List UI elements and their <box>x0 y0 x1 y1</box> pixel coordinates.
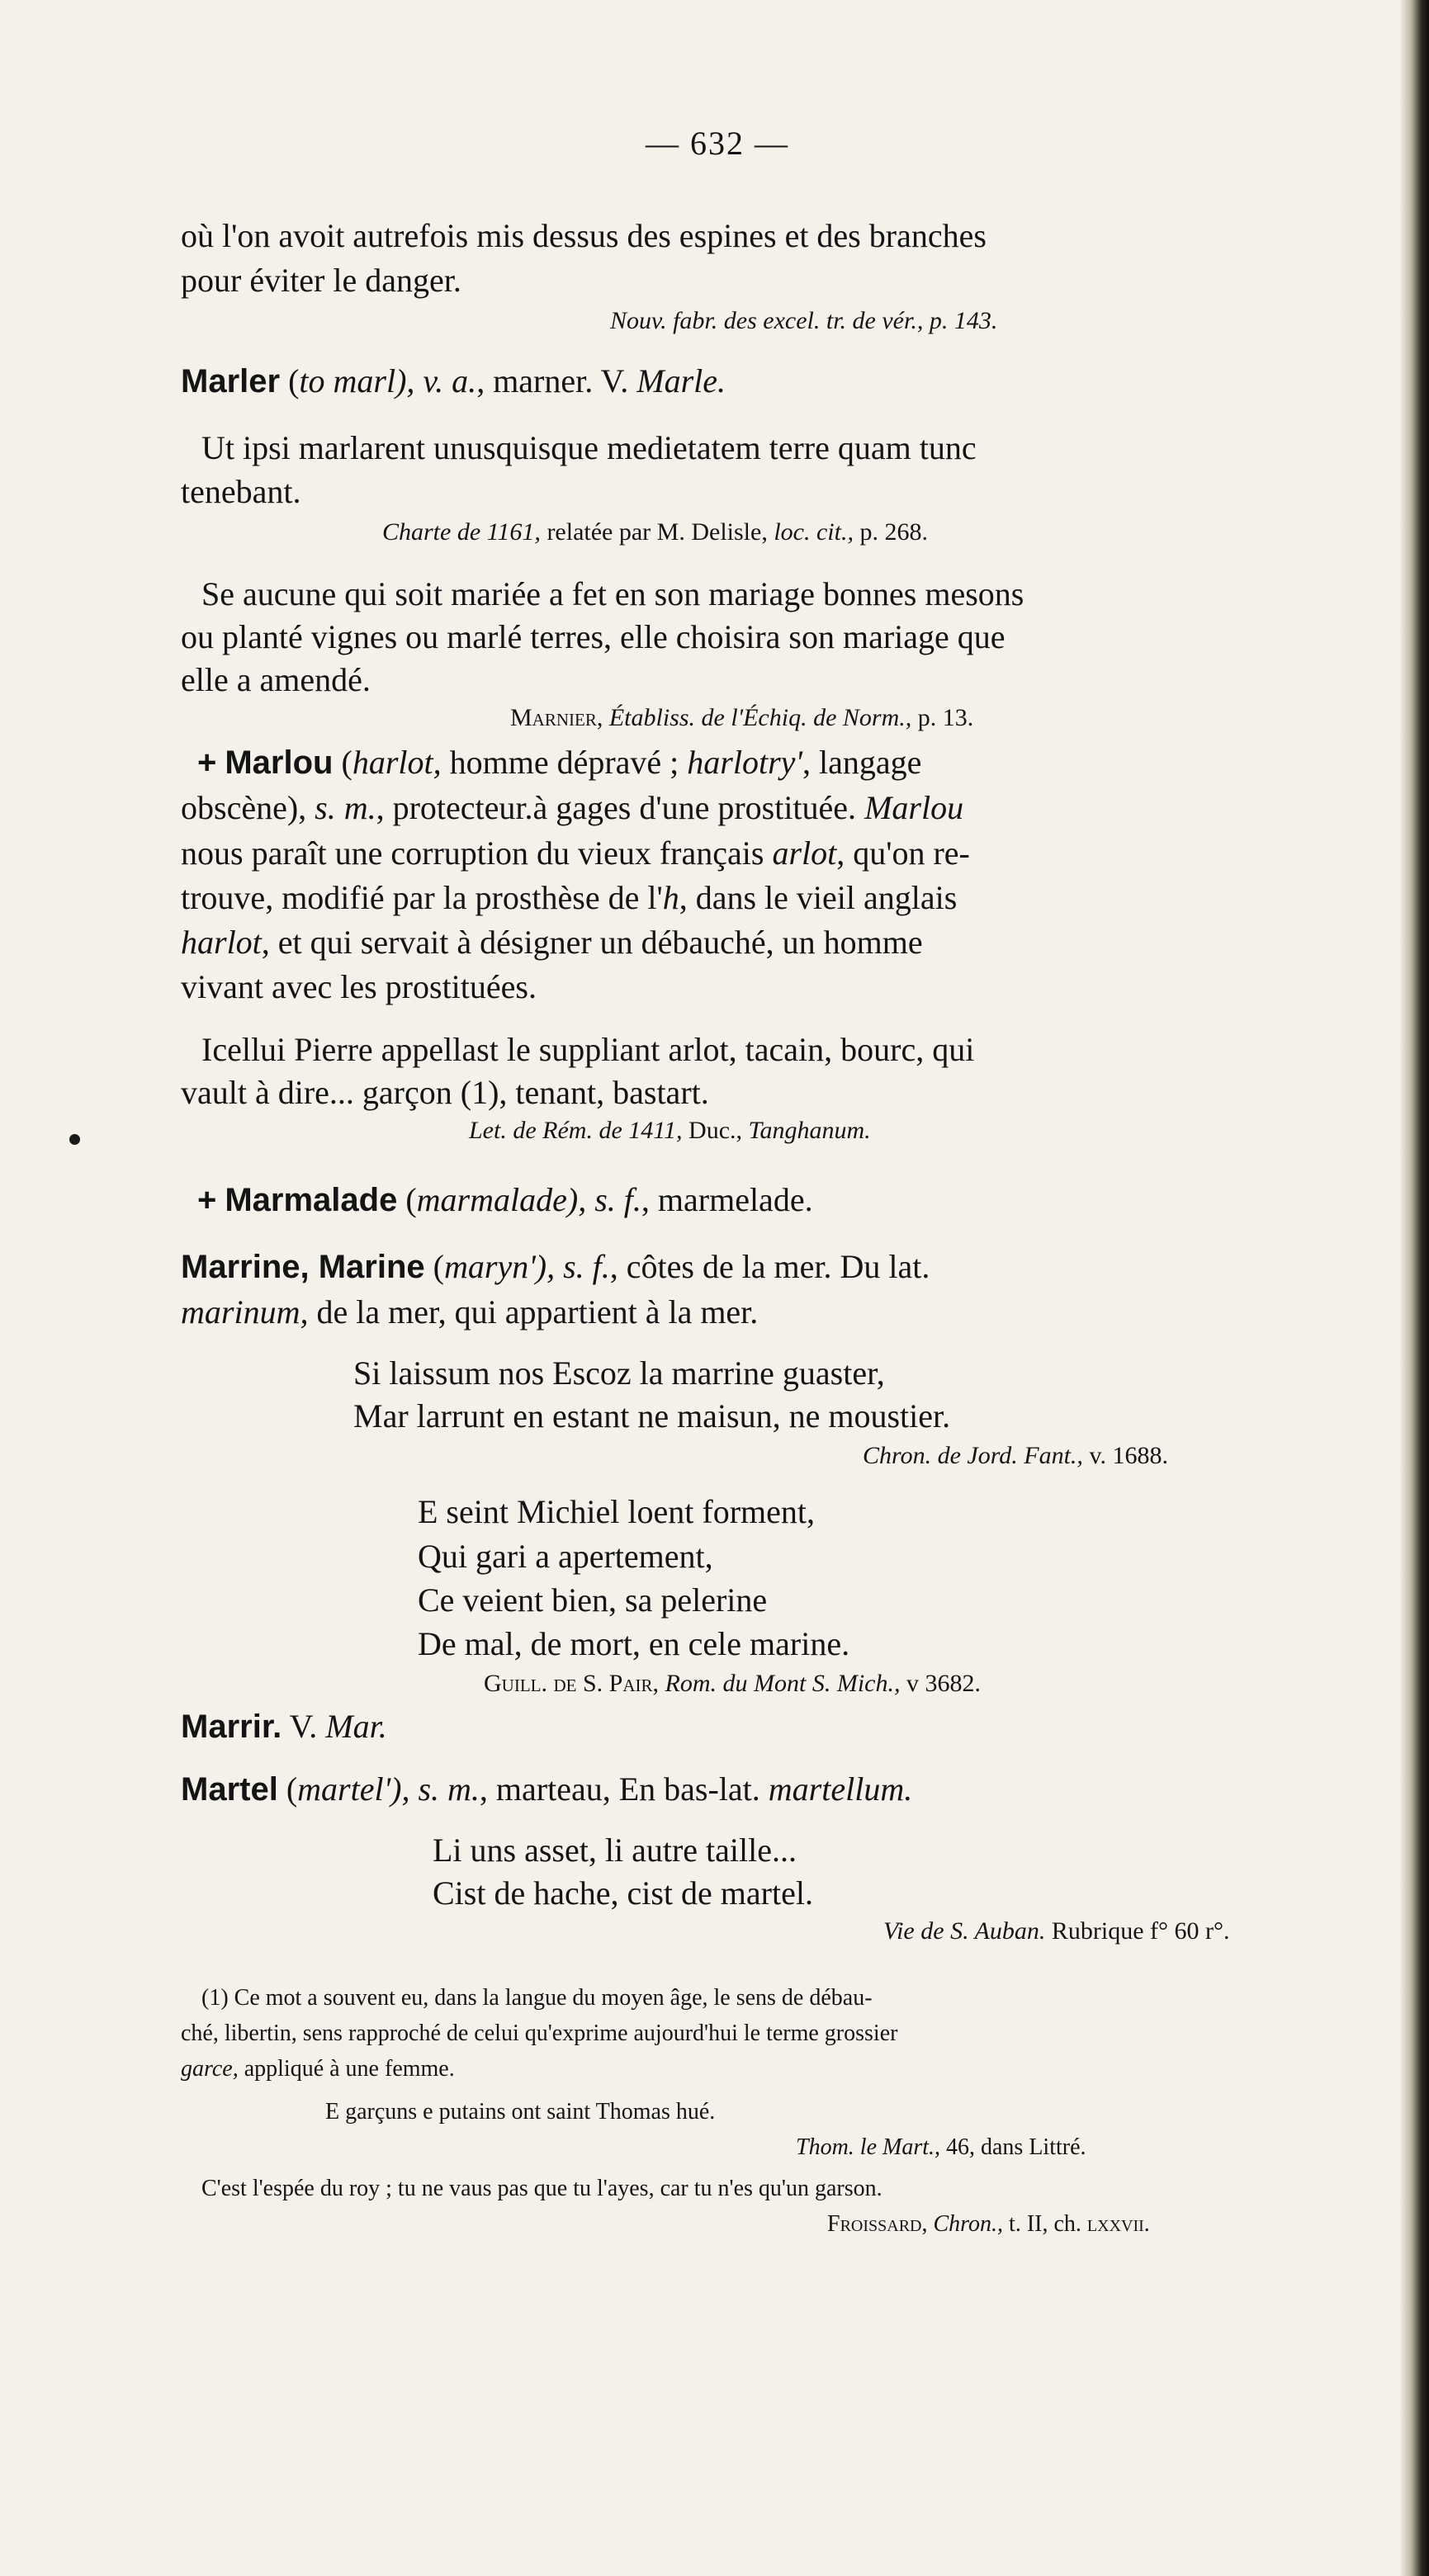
citation: Charte de 1161, relatée par M. Delisle, loc. cit., p. 268. <box>382 518 928 546</box>
verse-line: Ce veient bien, sa pelerine <box>418 1581 768 1619</box>
page-number: — 632 — <box>646 125 789 162</box>
footnote-line: (1) Ce mot a souvent eu, dans la langue du moyen âge, le sens de débau- <box>201 1985 873 2011</box>
quote-line: Icellui Pierre appellast le suppliant arlot, tacain, bourc, qui <box>201 1031 975 1068</box>
verse-line: E seint Michiel loent forment, <box>418 1493 815 1530</box>
citation: Vie de S. Auban. Rubrique f° 60 r°. <box>883 1917 1230 1945</box>
margin-mark <box>69 1134 80 1145</box>
cross-mark: + <box>197 1182 217 1218</box>
entry-marlou: + Marlou (harlot, homme dépravé ; harlotry', langage <box>197 744 922 781</box>
text-line: vivant avec les prostituées. <box>181 968 537 1005</box>
quote-line: Ut ipsi marlarent unusquisque medietatem terre quam tunc <box>201 429 977 466</box>
verse-line: Cist de hache, cist de martel. <box>433 1874 813 1912</box>
headword: Marrine, Marine <box>181 1249 425 1285</box>
book-edge-shadow <box>1399 0 1429 2576</box>
headword: Marrir. <box>181 1709 282 1745</box>
citation: Marnier, Établiss. de l'Échiq. de Norm., p. 13. <box>510 704 974 731</box>
entry-marmalade: + Marmalade (marmalade), s. f., marmelade. <box>197 1181 813 1218</box>
quote-line: elle a amendé. <box>181 661 371 698</box>
entry-marler: Marler (to marl), v. a., marner. V. Marle. <box>181 362 726 399</box>
cross-reference: Mar. <box>325 1708 387 1745</box>
headword: Marler <box>181 363 281 399</box>
footnote-line: ché, libertin, sens rapproché de celui qu'exprime aujourd'hui le terme grossier <box>181 2021 898 2046</box>
headword: Martel <box>181 1771 278 1808</box>
text-line: pour éviter le danger. <box>181 262 461 299</box>
text-line: harlot, et qui servait à désigner un débauché, un homme <box>181 924 923 961</box>
text-line: marinum, de la mer, qui appartient à la mer. <box>181 1293 759 1331</box>
quote-line: ou planté vignes ou marlé terres, elle choisira son mariage que <box>181 618 1006 655</box>
footnote-line: Froissard, Chron., t. II, ch. lxxvii. <box>827 2211 1150 2237</box>
quote-line: vault à dire... garçon (1), tenant, bastart. <box>181 1074 709 1111</box>
citation: Guill. de S. Pair, Rom. du Mont S. Mich., v 3682. <box>484 1670 981 1697</box>
entry-marrine: Marrine, Marine (maryn'), s. f., côtes de la mer. Du lat. <box>181 1248 930 1285</box>
footnote-line: Thom. le Mart., 46, dans Littré. <box>796 2134 1086 2160</box>
verse-line: Mar larrunt en estant ne maisun, ne moustier. <box>353 1397 951 1435</box>
verse-line: Qui gari a apertement, <box>418 1538 713 1575</box>
entry-martel: Martel (martel'), s. m., marteau, En bas-lat. martellum. <box>181 1770 913 1808</box>
citation: Let. de Rém. de 1411, Duc., Tanghanum. <box>469 1117 871 1144</box>
citation: Nouv. fabr. des excel. tr. de vér., p. 143. <box>610 307 998 334</box>
verse-line: De mal, de mort, en cele marine. <box>418 1625 850 1662</box>
text-line: nous paraît une corruption du vieux français arlot, qu'on re- <box>181 834 970 872</box>
headword: Marlou <box>225 744 334 781</box>
cross-mark: + <box>197 744 217 781</box>
footnote-line: C'est l'espée du roy ; tu ne vaus pas que tu l'ayes, car tu n'es qu'un garson. <box>201 2176 882 2201</box>
citation: Chron. de Jord. Fant., v. 1688. <box>863 1442 1168 1469</box>
text-line: trouve, modifié par la prosthèse de l'h, dans le vieil anglais <box>181 879 958 916</box>
entry-marrir: Marrir. V. Mar. <box>181 1708 387 1745</box>
text-line: obscène), s. m., protecteur.à gages d'une prostituée. Marlou <box>181 789 964 826</box>
headword: Marmalade <box>225 1182 398 1218</box>
quote-line: Se aucune qui soit mariée a fet en son mariage bonnes mesons <box>201 575 1024 612</box>
cross-reference: Marle. <box>636 362 726 399</box>
footnote-line: E garçuns e putains ont saint Thomas hué. <box>325 2099 716 2125</box>
text-line: où l'on avoit autrefois mis dessus des espines et des branches <box>181 217 987 254</box>
footnote-line: garce, appliqué à une femme. <box>181 2056 455 2082</box>
quote-line: tenebant. <box>181 473 301 510</box>
verse-line: Li uns asset, li autre taille... <box>433 1832 797 1869</box>
verse-line: Si laissum nos Escoz la marrine guaster, <box>353 1354 885 1392</box>
